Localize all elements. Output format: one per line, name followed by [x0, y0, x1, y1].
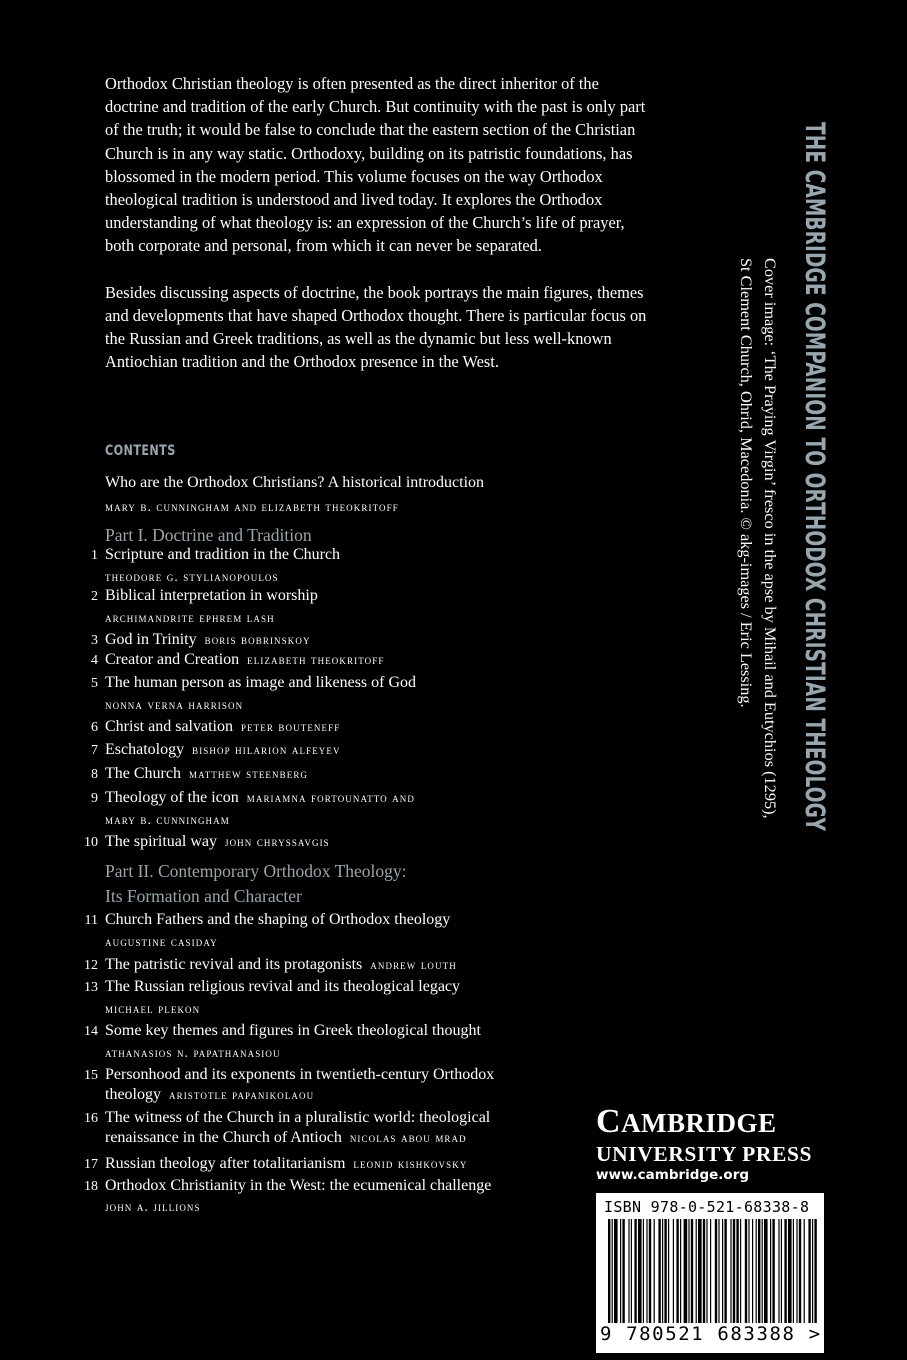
chapter-number: 1	[91, 548, 98, 563]
chapter-author: mary b. cunningham	[105, 812, 230, 827]
barcode-bar	[758, 1219, 760, 1323]
barcode-bar	[718, 1219, 719, 1323]
barcode-bar	[764, 1219, 768, 1323]
part-2-heading	[105, 861, 407, 882]
chapter-row	[105, 765, 308, 783]
part-1-heading	[105, 525, 312, 546]
chapter-title: Theology of the icon	[105, 789, 239, 806]
publisher-url: www.cambridge.org	[596, 1167, 750, 1183]
chapter-number: 17	[84, 1157, 98, 1172]
blurb-paragraph-1: Orthodox Christian theology is often presented as the direct inheritor of the doctrine and tradition of the early Church. But continuity with the past is only part of the truth; it would be false to conclude that the eastern section of the Christian Church is in any way static. Orthodoxy, building on its patristic foundations, has blossomed in the modern period. This volume focuses on the way Orthodox theological tradition is understood and lived today. It explores the Orthodox understanding of what theology is: an expression of the Church’s life of prayer, both corporate and personal, from which it can never be separated.	[105, 74, 646, 256]
barcode-bar	[673, 1219, 674, 1323]
cover-credit-text	[726, 258, 782, 1078]
chapter-author: athanasios n. papathanasiou	[105, 1045, 281, 1060]
chapter-number: 15	[84, 1068, 98, 1083]
chapter-row	[105, 1155, 467, 1173]
barcode-bar	[608, 1219, 610, 1323]
chapter-number: 4	[91, 653, 98, 668]
barcode-bar	[691, 1219, 693, 1323]
barcode-bar	[748, 1219, 749, 1323]
chapter-title: Church Fathers and the shaping of Orthodox theology	[105, 911, 451, 928]
chapter-author: andrew louth	[370, 957, 457, 972]
part-2-label: Part II.	[105, 861, 154, 881]
barcode-bar	[793, 1219, 794, 1323]
barcode-bar	[812, 1219, 813, 1323]
barcode-bar	[710, 1219, 711, 1323]
chapter-row	[105, 651, 384, 669]
chapter-author: peter bouteneff	[240, 719, 341, 734]
chapter-title: Creator and Creation	[105, 651, 240, 668]
barcode-bar	[799, 1219, 801, 1323]
chapter-author: aristotle papanikolaou	[169, 1087, 315, 1102]
barcode-bar	[722, 1219, 723, 1323]
barcode-bar	[643, 1219, 644, 1323]
chapter-title: Orthodox Christianity in the West: the ecumenical challenge	[105, 1177, 492, 1194]
barcode-bar	[772, 1219, 774, 1323]
chapter-number: 11	[84, 913, 98, 928]
barcode-bar	[638, 1219, 642, 1323]
chapter-row	[105, 741, 341, 759]
barcode-bar	[778, 1219, 779, 1323]
chapter-title: Christ and salvation	[105, 718, 233, 735]
barcode-bar	[703, 1219, 705, 1323]
barcode-bar	[662, 1219, 663, 1323]
spine-title-text	[794, 122, 834, 1084]
barcode-bar	[668, 1219, 669, 1323]
chapter-author: john chryssavgis	[224, 834, 330, 849]
spine-title	[794, 122, 834, 1084]
barcode-bar	[622, 1219, 624, 1323]
chapter-title: God in Trinity	[105, 631, 197, 648]
chapter-title: Eschatology	[105, 741, 185, 758]
chapter-row	[105, 833, 330, 851]
barcode-bar	[698, 1219, 702, 1323]
barcode-bar	[649, 1219, 651, 1323]
chapter-title: Some key themes and figures in Greek theological thought	[105, 1022, 481, 1039]
chapter-author: john a. jillions	[105, 1199, 201, 1214]
chapter-author: archimandrite ephrem lash	[105, 610, 275, 625]
barcode-bar	[658, 1219, 660, 1323]
barcode-bar	[612, 1219, 613, 1323]
publisher-subtitle: UNIVERSITY PRESS	[596, 1142, 813, 1166]
barcode-bar	[814, 1219, 816, 1323]
part-1-title: Doctrine and Tradition	[152, 525, 312, 545]
barcode-bar	[654, 1219, 655, 1323]
chapter-number: 12	[84, 958, 98, 973]
barcode-bar	[664, 1219, 666, 1323]
chapter-author: bishop hilarion alfeyev	[192, 742, 341, 757]
chapter-title: Scripture and tradition in the Church	[105, 546, 341, 563]
barcode-bar	[756, 1219, 757, 1323]
chapter-author: michael plekon	[105, 1001, 201, 1016]
publisher-name-rest: AMBRIDGE	[621, 1108, 777, 1138]
chapter-number: 13	[84, 980, 98, 995]
barcode-bar	[680, 1219, 681, 1323]
barcode-bar	[804, 1219, 805, 1323]
chapter-author: theodore g. stylianopoulos	[105, 569, 279, 584]
chapter-title-cont: theology	[105, 1086, 161, 1103]
chapter-author: matthew steenberg	[188, 766, 309, 781]
chapter-number: 7	[91, 743, 98, 758]
barcode-bar	[684, 1219, 688, 1323]
chapter-title: The patristic revival and its protagonists	[105, 956, 363, 973]
barcode-bar	[752, 1219, 753, 1323]
chapter-title: The human person as image and likeness of God	[105, 674, 417, 691]
chapter-title: Biblical interpretation in worship	[105, 587, 318, 604]
part-2-title: Contemporary Orthodox Theology:	[157, 861, 407, 881]
publisher-logo	[596, 1103, 826, 1184]
chapter-author: augustine casiday	[105, 934, 218, 949]
barcode-bar	[730, 1219, 731, 1323]
chapter-author: nonna verna harrison	[105, 697, 244, 712]
isbn-barcode	[596, 1193, 824, 1353]
chapter-row	[105, 1086, 314, 1104]
chapter-title: The witness of the Church in a pluralistic world: theological	[105, 1109, 491, 1126]
barcode-bar	[634, 1219, 636, 1323]
chapter-number: 18	[84, 1179, 98, 1194]
barcode-bar	[614, 1219, 618, 1323]
cover-image-credit	[726, 258, 782, 1078]
chapter-number: 16	[84, 1111, 98, 1126]
spine-title-label: THE CAMBRIDGE COMPANION TO ORTHODOX CHRISTIAN THEOLOGY	[799, 122, 830, 832]
chapter-author: elizabeth theokritoff	[247, 652, 385, 667]
barcode-icon	[608, 1219, 818, 1323]
chapter-row	[105, 718, 340, 736]
chapter-title: The Church	[105, 765, 181, 782]
cover-credit-line-1: Cover image: ‘The Praying Virgin’ fresco in the apse by Mihail and Eutychios (1295),	[761, 258, 780, 819]
back-cover-blurb	[105, 72, 650, 396]
chapter-row	[105, 956, 457, 974]
barcode-bar	[736, 1219, 738, 1323]
chapter-number: 2	[91, 589, 98, 604]
chapter-row	[105, 631, 311, 649]
chapter-number: 3	[91, 633, 98, 648]
barcode-bar	[740, 1219, 741, 1323]
isbn-number: ISBN 978-0-521-68338-8	[604, 1198, 810, 1216]
barcode-bar	[784, 1219, 786, 1323]
intro-title: Who are the Orthodox Christians? A historical introduction	[105, 474, 485, 491]
barcode-bar	[781, 1219, 782, 1323]
barcode-bar	[688, 1219, 689, 1323]
contents-heading: CONTENTS	[105, 443, 176, 459]
chapter-row	[105, 789, 415, 807]
barcode-bar	[724, 1219, 726, 1323]
chapter-number: 14	[84, 1024, 98, 1039]
chapter-number: 9	[91, 791, 98, 806]
chapter-row	[105, 1129, 467, 1147]
part-2-title-line-2: Its Formation and Character	[105, 886, 302, 906]
barcode-bar	[770, 1219, 771, 1323]
barcode-bar	[676, 1219, 678, 1323]
chapter-author: boris bobrinskoy	[204, 632, 311, 647]
barcode-bar	[745, 1219, 747, 1323]
barcode-bar	[631, 1219, 632, 1323]
chapter-title-cont: renaissance in the Church of Antioch	[105, 1129, 342, 1146]
chapter-author: mariamna fortounatto and	[246, 790, 415, 805]
chapter-title: Russian theology after totalitarianism	[105, 1155, 346, 1172]
ean-digits: 9 780521 683388 >	[600, 1323, 822, 1345]
barcode-bar	[706, 1219, 707, 1323]
chapter-author: leonid kishkovsky	[353, 1156, 468, 1171]
chapter-number: 6	[91, 720, 98, 735]
publisher-name-initial: C	[596, 1103, 622, 1140]
chapter-number: 5	[91, 676, 98, 691]
barcode-bar	[620, 1219, 621, 1323]
barcode-bar	[808, 1219, 810, 1323]
barcode-bar	[696, 1219, 697, 1323]
part-1-label: Part I.	[105, 525, 148, 545]
chapter-title: Personhood and its exponents in twentieth-century Orthodox	[105, 1066, 495, 1083]
chapter-number: 10	[84, 835, 98, 850]
barcode-bar	[762, 1219, 763, 1323]
barcode-bar	[628, 1219, 629, 1323]
chapter-title: The spiritual way	[105, 833, 217, 850]
intro-author: mary b. cunningham and elizabeth theokritoff	[105, 499, 399, 514]
blurb-paragraph-2: Besides discussing aspects of doctrine, the book portrays the main figures, themes and developments that have shaped Orthodox thought. There is particular focus on the Russian and Greek traditions, as well as the dynamic but less well-known Antiochian tradition and the Orthodox presence in the West.	[105, 282, 647, 372]
barcode-bar	[796, 1219, 797, 1323]
barcode-bar	[788, 1219, 792, 1323]
chapter-author: nicolas abou mrad	[349, 1130, 467, 1145]
cover-credit-line-2: St Clement Church, Ohrid, Macedonia. © akg-images / Eric Lessing.	[737, 258, 756, 708]
barcode-bar	[715, 1219, 717, 1323]
chapter-number: 8	[91, 767, 98, 782]
chapter-title: The Russian religious revival and its theological legacy	[105, 978, 461, 995]
barcode-bar	[646, 1219, 647, 1323]
publisher-name	[596, 1103, 826, 1142]
barcode-bar	[733, 1219, 735, 1323]
